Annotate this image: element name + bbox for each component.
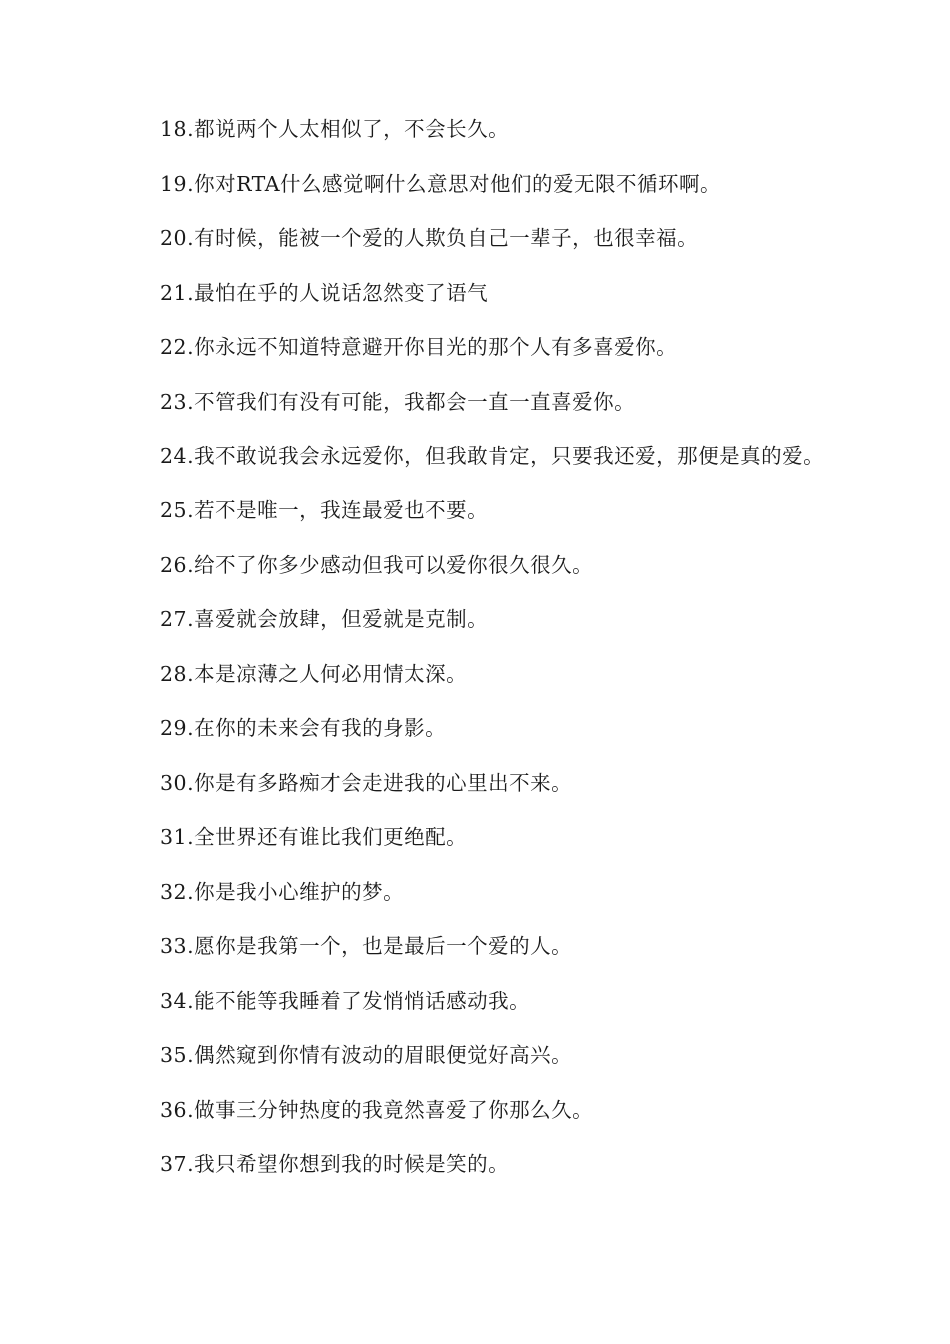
paragraph-22: 22.你永远不知道特意避开你目光的那个人有多喜爱你。: [160, 335, 678, 359]
paragraph-18: 18.都说两个人太相似了，不会长久。: [160, 117, 510, 141]
paragraph-26: 26.给不了你多少感动但我可以爱你很久很久。: [160, 552, 594, 577]
paragraph-32: 32.你是我小心维护的梦。: [160, 879, 405, 904]
paragraph-23: 23.不管我们有没有可能，我都会一直一直喜爱你。: [160, 389, 636, 414]
paragraph-24: 24.我不敢说我会永远爱你，但我敢肯定，只要我还爱，那便是真的爱。: [160, 444, 825, 468]
paragraph-19: 19.你对RTA什么感觉啊什么意思对他们的爱无限不循环啊。: [160, 171, 722, 196]
paragraph-36: 36.做事三分钟热度的我竟然喜爱了你那么久。: [160, 1097, 594, 1122]
paragraph-21: 21.最怕在乎的人说话忽然变了语气: [160, 280, 489, 305]
paragraph-27: 27.喜爱就会放肆，但爱就是克制。: [160, 607, 489, 631]
paragraph-33: 33.愿你是我第一个，也是最后一个爱的人。: [160, 934, 573, 958]
paragraph-28: 28.本是凉薄之人何必用情太深。: [160, 661, 468, 686]
paragraph-31: 31.全世界还有谁比我们更绝配。: [160, 825, 468, 849]
document-body: [116, 112, 836, 1202]
paragraph-37: 37.我只希望你想到我的时候是笑的。: [160, 1152, 510, 1176]
paragraph-29: 29.在你的未来会有我的身影。: [160, 716, 447, 740]
paragraph-30: 30.你是有多路痴才会走进我的心里出不来。: [160, 770, 573, 795]
paragraph-34: 34.能不能等我睡着了发悄悄话感动我。: [160, 988, 531, 1013]
paragraph-20: 20.有时候，能被一个爱的人欺负自己一辈子，也很幸福。: [160, 226, 699, 250]
paragraph-35: 35.偶然窥到你情有波动的眉眼便觉好高兴。: [160, 1043, 573, 1067]
paragraph-25: 25.若不是唯一，我连最爱也不要。: [160, 498, 489, 522]
